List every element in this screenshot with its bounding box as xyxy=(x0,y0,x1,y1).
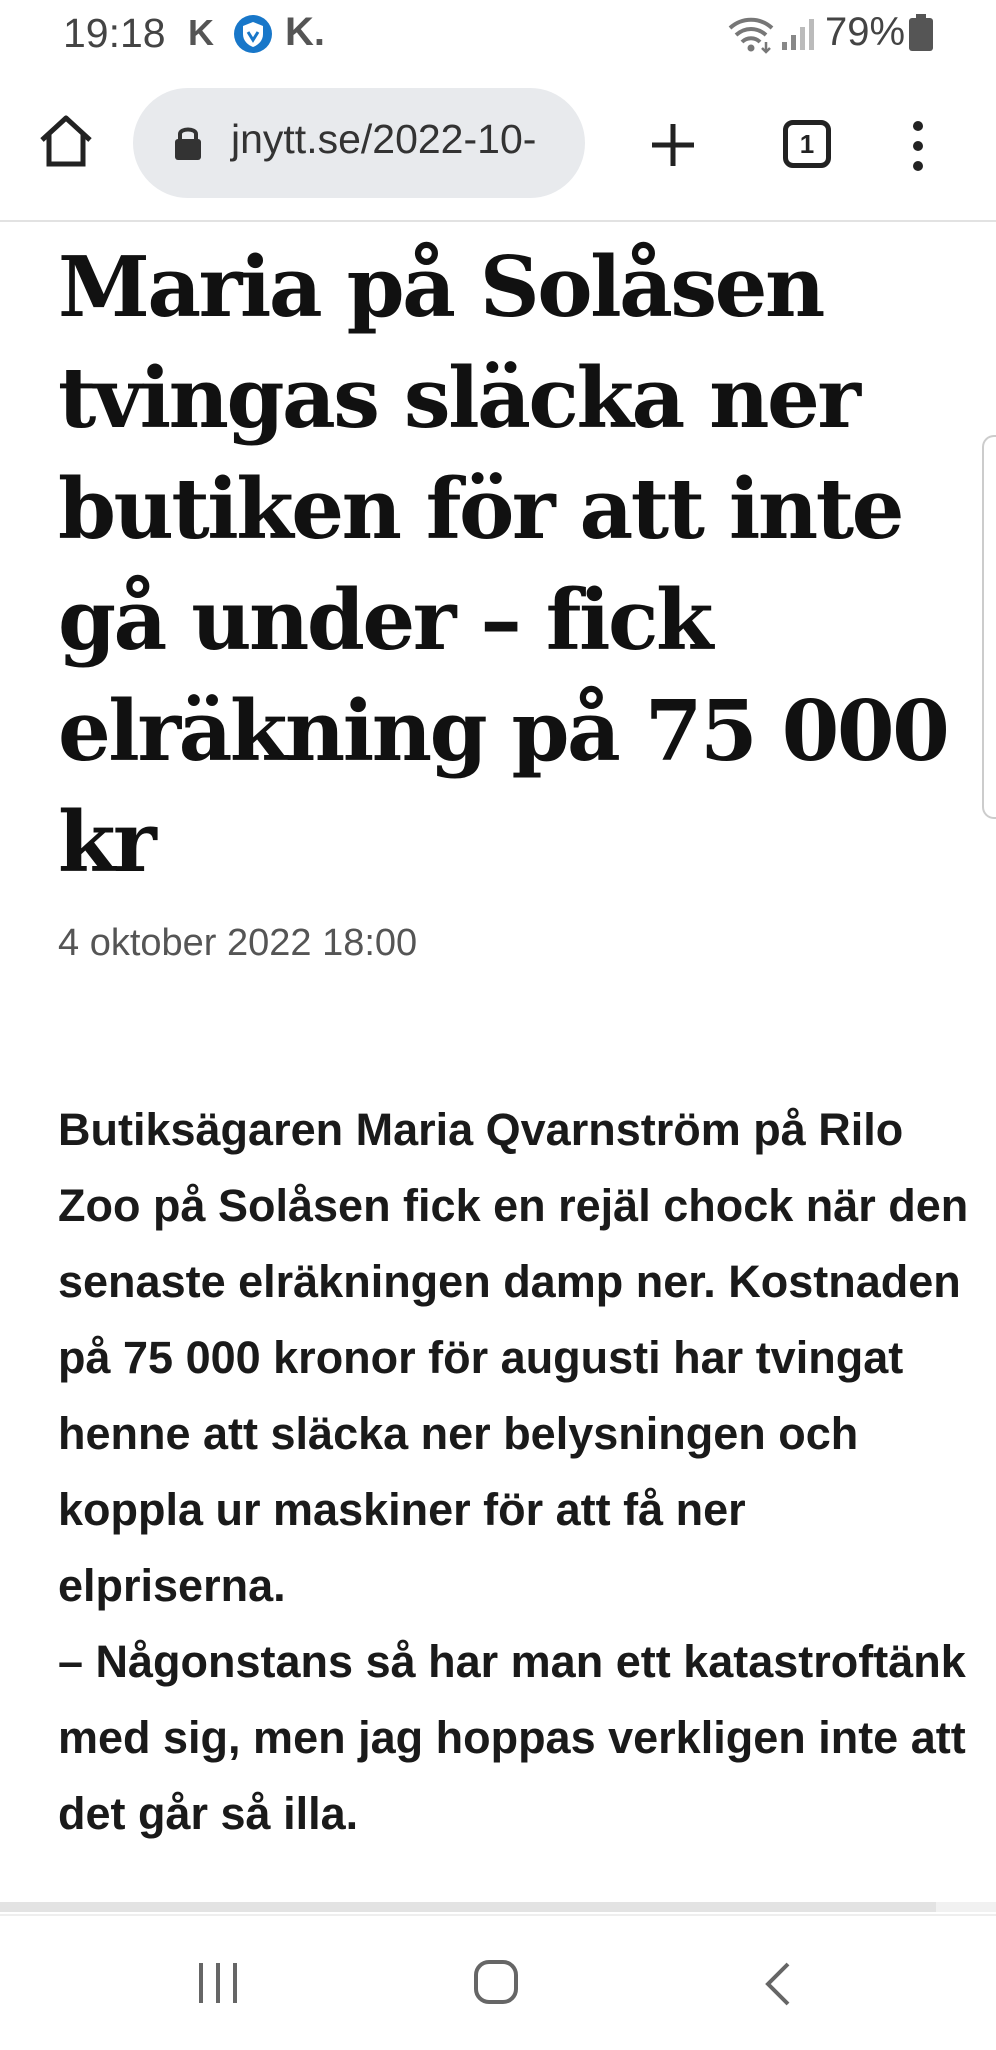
more-vert-icon[interactable] xyxy=(900,118,936,174)
signal-icon xyxy=(780,16,816,52)
lead-quote: – Någonstans så har man ett katastroftänk med sig, men jag hoppas verkligen inte att det går så illa. xyxy=(58,1636,966,1839)
battery-icon xyxy=(908,14,934,52)
system-nav-bar xyxy=(0,1914,996,2050)
new-tab-plus-icon[interactable] xyxy=(648,120,698,170)
back-icon[interactable] xyxy=(760,1960,796,2008)
page-scroll-indicator xyxy=(0,1902,996,1912)
home-circle-icon[interactable] xyxy=(472,1958,520,2006)
article-lead xyxy=(58,1092,984,1852)
side-panel-handle[interactable] xyxy=(982,435,996,819)
battery-percent: 79% xyxy=(825,10,906,54)
notification-app-icon-2: K. xyxy=(285,10,325,54)
article-headline: Maria på Solåsen tvingas släcka ner butiken för att inte gå under – fick elräkning på 75 000 kr xyxy=(58,238,948,891)
wifi-icon xyxy=(726,16,776,54)
tab-switcher-button[interactable]: 1 xyxy=(783,120,831,168)
scroll-progress-fill xyxy=(0,1902,936,1912)
article-content xyxy=(0,222,996,1902)
recents-icon[interactable] xyxy=(196,1960,240,2006)
article-date: 4 oktober 2022 18:00 xyxy=(58,922,418,964)
vpn-shield-icon xyxy=(233,14,273,54)
url-text[interactable]: jnytt.se/2022-10- xyxy=(231,116,537,162)
notification-app-icon: K xyxy=(188,12,214,53)
lock-icon xyxy=(173,124,203,162)
lead-paragraph: Butiksägaren Maria Qvarnström på Rilo Zoo på Solåsen fick en rejäl chock när den senaste elräkningen damp ner. Kostnaden på 75 000 kronor för augusti har tvingat henne att släcka ner belysningen och koppla ur maskiner för att få ner elpriserna. xyxy=(58,1104,969,1611)
home-icon[interactable] xyxy=(36,110,96,170)
address-bar[interactable] xyxy=(133,88,585,198)
status-time: 19:18 xyxy=(63,10,166,56)
browser-toolbar xyxy=(0,68,996,222)
status-bar xyxy=(0,0,996,68)
